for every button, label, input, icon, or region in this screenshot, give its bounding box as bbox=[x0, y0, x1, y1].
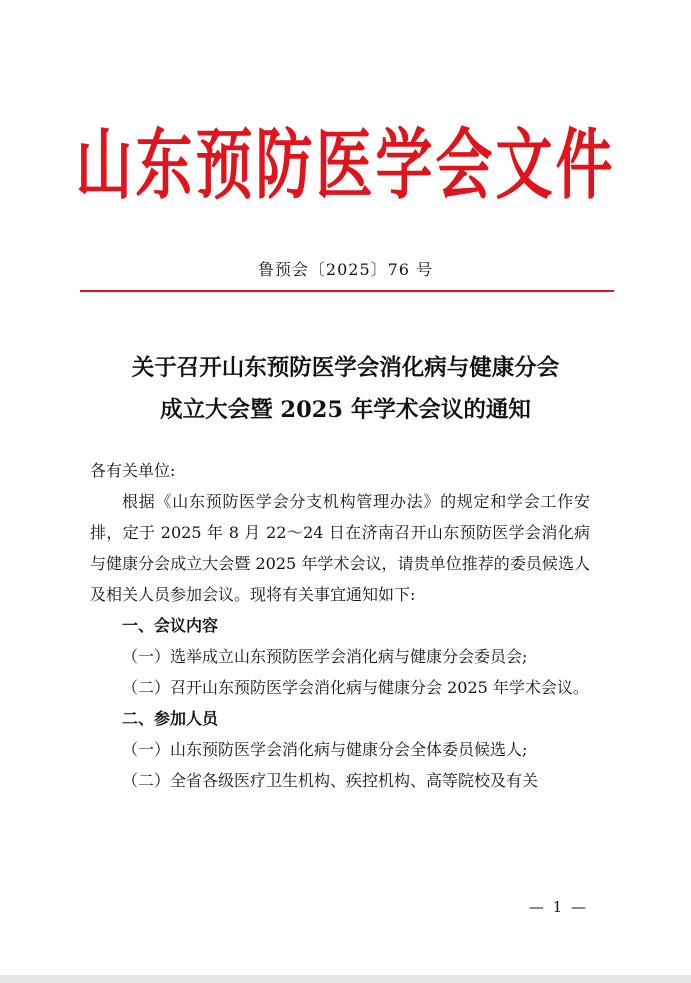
notice-title-line-2: 成立大会暨 2025 年学术会议的通知 bbox=[160, 397, 531, 423]
notice-title-line-1: 关于召开山东预防医学会消化病与健康分会 bbox=[131, 355, 560, 381]
notice-title bbox=[0, 347, 691, 431]
section-item: （二）全省各级医疗卫生机构、疾控机构、高等院校及有关 bbox=[122, 771, 539, 790]
section-heading-participants: 二、参加人员 bbox=[122, 709, 219, 728]
page-bottom-edge bbox=[0, 975, 691, 983]
page-number: — 1 — bbox=[528, 898, 588, 916]
red-divider-line bbox=[80, 290, 614, 292]
notice-body bbox=[90, 455, 590, 796]
salutation: 各有关单位: bbox=[90, 461, 176, 480]
section-item: （二）召开山东预防医学会消化病与健康分会 2025 年学术会议。 bbox=[122, 678, 589, 697]
section-heading-meeting-content: 一、会议内容 bbox=[122, 616, 219, 635]
intro-paragraph: 根据《山东预防医学会分支机构管理办法》的规定和学会工作安排，定于 2025 年 8 月 22～24 日在济南召开山东预防医学会消化病与健康分会成立大会暨 2025 年学术会议，请贵单位推荐的委员候选人及相关人员参加会议。现将有关事宜通知如下: bbox=[90, 492, 590, 604]
document-header-title: 山东预防医学会文件 bbox=[75, 121, 616, 211]
section-item: （一）山东预防医学会消化病与健康分会全体委员候选人; bbox=[122, 740, 528, 759]
section-item: （一）选举成立山东预防医学会消化病与健康分会委员会; bbox=[122, 647, 528, 666]
document-number: 鲁预会〔2025〕76 号 bbox=[257, 260, 434, 279]
